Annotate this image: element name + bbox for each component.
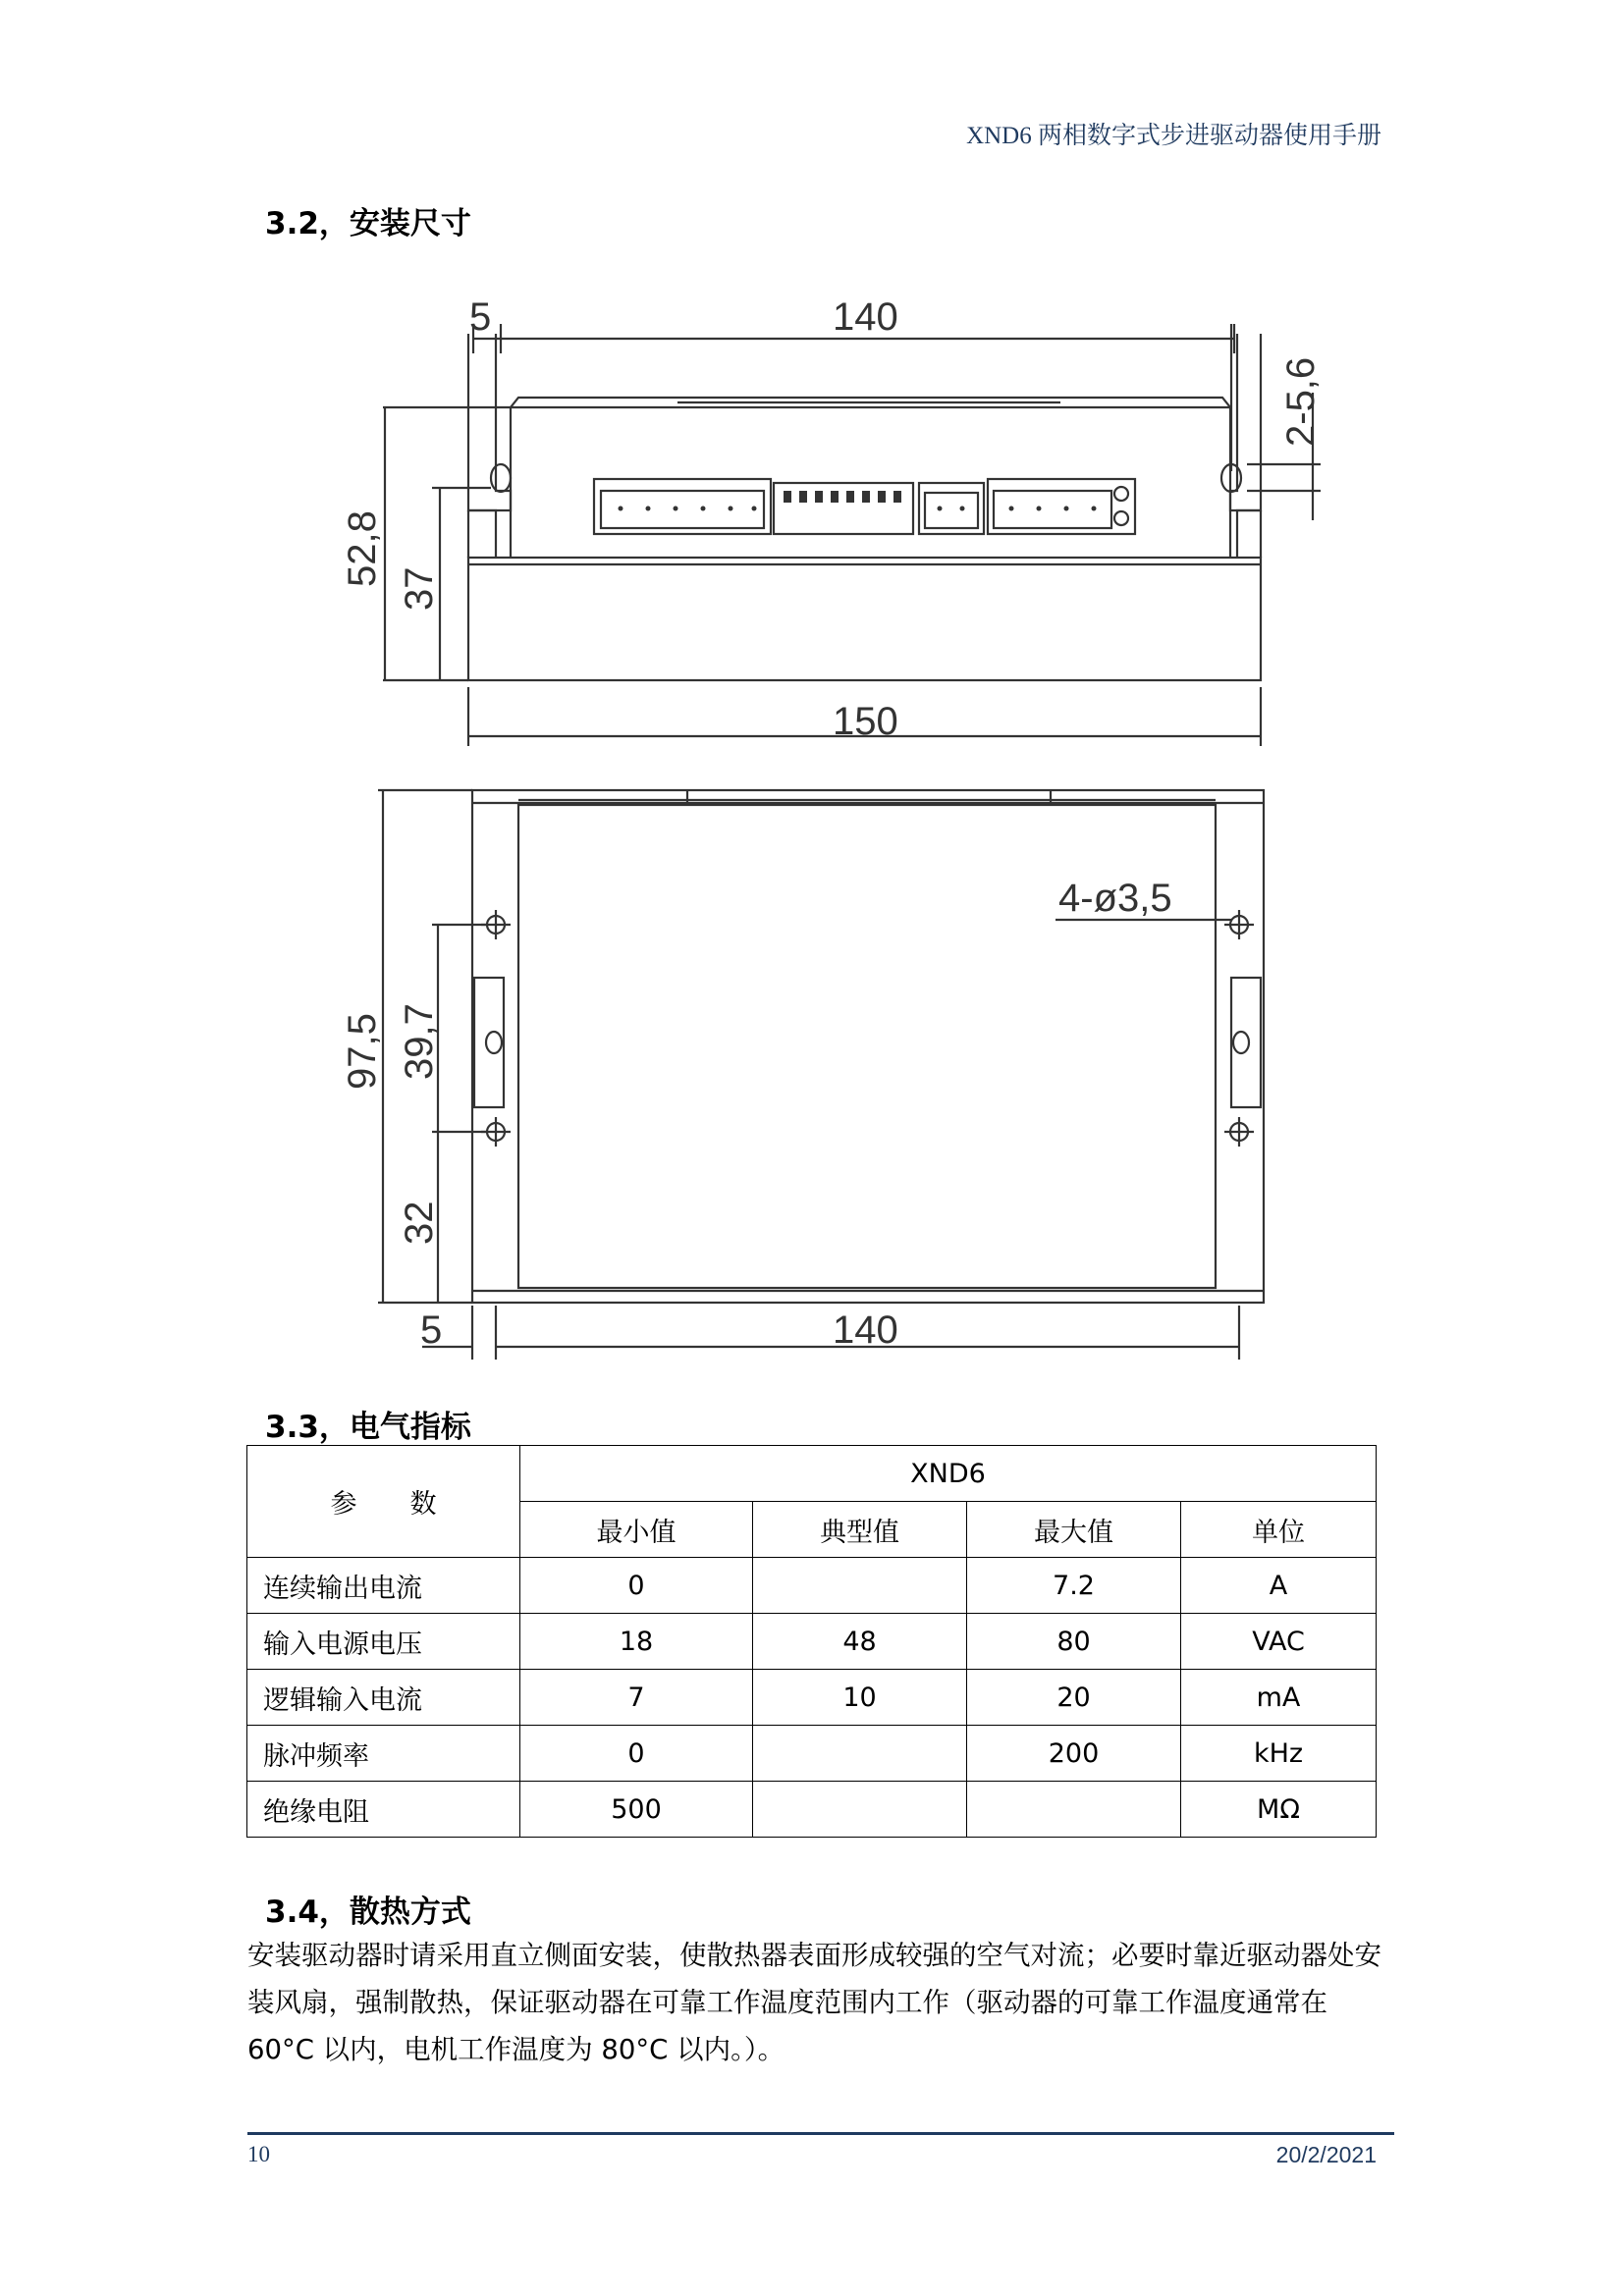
- model-header: XND6: [520, 1446, 1377, 1502]
- section-title-electrical: 3.3，电气指标: [265, 1410, 471, 1445]
- dim-bottom-flange: 5: [420, 1308, 443, 1352]
- row-unit: A: [1181, 1558, 1377, 1614]
- dim-top-height-total: 52,8: [341, 510, 384, 587]
- footer-divider: [247, 2132, 1394, 2135]
- table-row: [247, 1670, 1377, 1726]
- row-name: 逻辑输入电流: [247, 1670, 520, 1726]
- row-min: 7: [520, 1670, 753, 1726]
- dim-top-height-body: 37: [398, 566, 441, 611]
- dim-bottom-total-height: 97,5: [341, 1013, 384, 1090]
- page-number: 10: [247, 2142, 270, 2166]
- col-header-min: 最小值: [520, 1502, 753, 1558]
- electrical-spec-table: [246, 1445, 1377, 1838]
- row-max: 80: [967, 1614, 1181, 1670]
- row-min: 0: [520, 1558, 753, 1614]
- dip-switch: [774, 483, 913, 534]
- col-header-unit: 单位: [1181, 1502, 1377, 1558]
- footer-date: 20/2/2021: [1275, 2142, 1377, 2167]
- row-unit: MΩ: [1181, 1782, 1377, 1838]
- top-view-base: [468, 558, 1261, 680]
- section-title-install: 3.2，安装尺寸: [265, 206, 471, 241]
- row-name: 绝缘电阻: [247, 1782, 520, 1838]
- row-max: 7.2: [967, 1558, 1181, 1614]
- connector-2: [919, 483, 984, 534]
- table-row: [247, 1726, 1377, 1782]
- dim-top-total-width: 150: [833, 700, 898, 743]
- table-row: [247, 1614, 1377, 1670]
- dim-bottom-holes: 4-ø3,5: [1058, 877, 1172, 920]
- col-header-typ: 典型值: [753, 1502, 967, 1558]
- dim-bottom-lower: 32: [398, 1201, 441, 1245]
- row-max: [967, 1782, 1181, 1838]
- row-name: 输入电源电压: [247, 1614, 520, 1670]
- row-typ: [753, 1726, 967, 1782]
- row-typ: 10: [753, 1670, 967, 1726]
- row-unit: VAC: [1181, 1614, 1377, 1670]
- row-typ: 48: [753, 1614, 967, 1670]
- row-name: 连续输出电流: [247, 1558, 520, 1614]
- row-max: 20: [967, 1670, 1181, 1726]
- param-header: 参 数: [247, 1446, 520, 1558]
- row-typ: [753, 1782, 967, 1838]
- dim-top-flange: 5: [469, 295, 492, 339]
- table-row: [247, 1558, 1377, 1614]
- section-title-cooling: 3.4，散热方式: [265, 1895, 471, 1930]
- row-max: 200: [967, 1726, 1181, 1782]
- row-min: 18: [520, 1614, 753, 1670]
- row-typ: [753, 1558, 967, 1614]
- cooling-paragraph: 安装驱动器时请采用直立侧面安装，使散热器表面形成较强的空气对流；必要时靠近驱动器处安装风扇，强制散热，保证驱动器在可靠工作温度范围内工作（驱动器的可靠工作温度通常在 60°C 以内，电机工作温度为 80°C 以内。）。: [247, 1940, 1381, 2065]
- row-min: 500: [520, 1782, 753, 1838]
- dim-top-body-width: 140: [833, 295, 898, 339]
- dim-bottom-hole-spacing: 39,7: [398, 1003, 441, 1080]
- bottom-view-outline: [472, 790, 1264, 1303]
- header-title: XND6 两相数字式步进驱动器使用手册: [966, 123, 1381, 149]
- dim-bottom-width: 140: [833, 1308, 898, 1352]
- row-min: 0: [520, 1726, 753, 1782]
- col-header-max: 最大值: [967, 1502, 1181, 1558]
- table-row: [247, 1782, 1377, 1838]
- row-unit: kHz: [1181, 1726, 1377, 1782]
- dim-top-hole: 2-5,6: [1279, 356, 1323, 447]
- row-unit: mA: [1181, 1670, 1377, 1726]
- row-name: 脉冲频率: [247, 1726, 520, 1782]
